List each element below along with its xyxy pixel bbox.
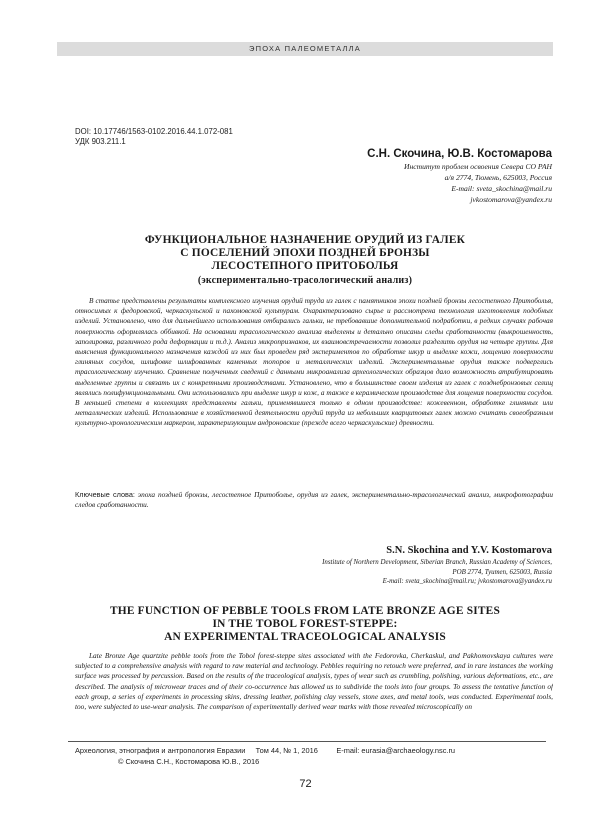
title-ru-line: ФУНКЦИОНАЛЬНОЕ НАЗНАЧЕНИЕ ОРУДИЙ ИЗ ГАЛЕК — [144, 234, 466, 246]
authors-ru: С.Н. Скочина, Ю.В. Костомарова — [367, 148, 552, 160]
keywords-label: Ключевые слова: — [75, 490, 135, 499]
affiliation-en-line: Institute of Northern Development, Siberian Branch, Russian Academy of Sciences, — [322, 559, 552, 566]
section-banner: ЭПОХА ПАЛЕОМЕТАЛЛА — [57, 42, 553, 56]
journal-issue: № 1, — [283, 746, 300, 755]
journal-name: Археология, этнография и антропология Евразии — [75, 746, 246, 755]
affiliation-en — [322, 558, 552, 587]
title-en-line: IN THE TOBOL FOREST-STEPPE: — [212, 618, 398, 630]
title-ru-line: ЛЕСОСТЕПНОГО ПРИТОБОЛЬЯ — [211, 260, 399, 272]
udc: УДК 903.211.1 — [75, 137, 126, 146]
journal-email: E-mail: eurasia@archaeology.nsc.ru — [336, 746, 456, 755]
title-ru-line: С ПОСЕЛЕНИЙ ЭПОХИ ПОЗДНЕЙ БРОНЗЫ — [180, 247, 430, 259]
affiliation-ru-line: Институт проблем освоения Севера СО РАН — [403, 162, 552, 171]
footer-journal-line — [75, 746, 545, 755]
authors-en: S.N. Skochina and Y.V. Kostomarova — [386, 545, 552, 556]
affiliation-en-line: POB 2774, Tyumen, 625003, Russia — [452, 568, 552, 576]
journal-year: 2016 — [301, 746, 318, 755]
title-ru-subtitle: (экспериментально-трасологический анализ) — [197, 275, 413, 286]
footer-divider — [68, 741, 546, 742]
doi: DOI: 10.17746/1563-0102.2016.44.1.072-081 — [75, 127, 233, 136]
email-en-line: E-mail: sveta_skochina@mail.ru; jvkostomarova@yandex.ru — [382, 578, 552, 586]
page-number: 72 — [299, 778, 312, 790]
keywords-ru — [75, 490, 553, 510]
abstract-ru: В статье представлены результаты комплексного изучения орудий труда из галек с памятников эпохи поздней бронзы лесостепного Притоболья, относимых к федоровской, черкаскульской и пахомовской культурам. Охарактеризовано сырье и рассмотрена технология изготовления подобных изделий. Установлено, что для дальнейшего использования отбирались гальки, не требовавшие дополнительной подработки, в редких случаях рабочая поверхность оформлялась оббивкой. На основании трасологического анализа выделены и детально описаны следы сработанности (выкрошенность, заполировка, различного рода деформации и т.д.). Анализ микропризнаков, их взаимовстречаемости позволил разделить орудия на четыре группы. Для выяснения функционального назначения каждой из них был проведен ряд экспериментов по обработке шкур и выделке кожи, лощению поверхности глиняных сосудов, шлифовке шлифованных каменных топоров и металлических изделий. Экспериментальные орудия также подверглись трасологическому изучению. Сравнение полученных сведений с данными микроанализа археологических образцов дало возможность атрибутировать выделенные группы и связать их с конкретными производствами. Установлено, что в большинстве своем изделия из галек с позднебронзовых селищ являлись полифункциональными. Они использовались при выделке шкур и кож, а также в керамическом производстве для лощения поверхности сосудов. В меньшей степени в коллекциях представлены гальки, применявшиеся только в одном производстве: кожевенном, обработке глиняных или металлических изделий. Использование в хозяйственной деятельности орудий труда из небольших кварцитовых галек можно считать своеобразным культурно-хронологическим маркером, характеризующим андроновские (прежде всего черкаскульские) древности. — [75, 296, 553, 428]
title-en-line: THE FUNCTION OF PEBBLE TOOLS FROM LATE BRONZE AGE SITES — [109, 605, 501, 617]
journal-volume: Том 44, — [255, 746, 282, 755]
email-ru-line: jvkostomarova@yandex.ru — [470, 195, 552, 204]
email-ru-line: E-mail: sveta_skochina@mail.ru — [451, 184, 552, 193]
title-en-line: AN EXPERIMENTAL TRACEOLOGICAL ANALYSIS — [164, 631, 446, 643]
affiliation-ru-line: а/я 2774, Тюмень, 625003, Россия — [444, 173, 552, 182]
copyright: © Скочина С.Н., Костомарова Ю.В., 2016 — [118, 757, 260, 766]
abstract-en: Late Bronze Age quartzite pebble tools from the Tobol forest-steppe sites associated with the Fedorovka, Cherkaskul, and Pakhomovskaya cultures were subjected to a comprehensive analysis with regard to raw material and technology. Pebbles requiring no retouch were preferred, and in rare instances the working surface was processed by percussion. Based on the results of the traceological analysis, types of wear such as crumbling, polishing, various deformations, etc., are described. The analysis of microwear traces and of their co-occurrence has allowed us to subdivide the tools into four groups. To assess the tentative function of each group, a series of experiments in processing skins, dressing leather, polishing clay vessels, stone axes, and metal tools, was conducted. Experimental tools, too, were subjected to use-wear analysis. The comparison of experimentally derived wear marks with those revealed microscopically on — [75, 651, 553, 712]
keywords-text: эпоха поздней бронзы, лесостепное Притоболье, орудия из галек, экспериментально-трасологический анализ, микрофотографии следов сработанности. — [75, 490, 553, 510]
